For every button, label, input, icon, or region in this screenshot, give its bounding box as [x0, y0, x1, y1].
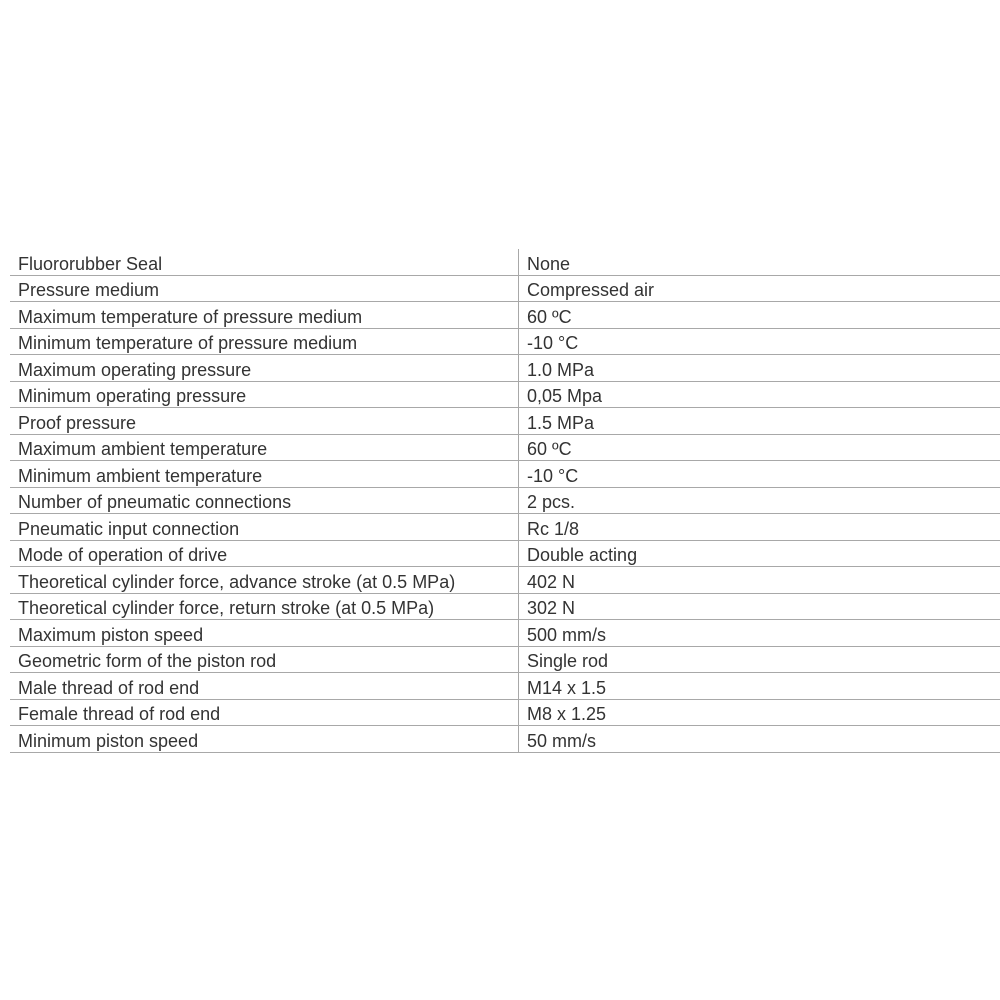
spec-value: Compressed air [519, 275, 1000, 302]
spec-row [10, 355, 1000, 382]
spec-value: -10 °C [519, 328, 1000, 355]
spec-parameter: Pressure medium [10, 275, 519, 302]
spec-value: None [519, 249, 1000, 275]
spec-row [10, 699, 1000, 726]
spec-parameter: Fluororubber Seal [10, 249, 519, 275]
spec-parameter: Number of pneumatic connections [10, 487, 519, 514]
spec-parameter: Maximum operating pressure [10, 355, 519, 382]
spec-row [10, 620, 1000, 647]
spec-row [10, 567, 1000, 594]
spec-row [10, 514, 1000, 541]
spec-parameter: Minimum operating pressure [10, 381, 519, 408]
spec-row [10, 381, 1000, 408]
spec-parameter: Theoretical cylinder force, advance stroke (at 0.5 MPa) [10, 567, 519, 594]
spec-parameter: Minimum piston speed [10, 726, 519, 753]
spec-parameter: Male thread of rod end [10, 673, 519, 700]
spec-row [10, 487, 1000, 514]
spec-value: 302 N [519, 593, 1000, 620]
spec-value: 50 mm/s [519, 726, 1000, 753]
spec-row [10, 275, 1000, 302]
spec-parameter: Geometric form of the piston rod [10, 646, 519, 673]
spec-parameter: Minimum temperature of pressure medium [10, 328, 519, 355]
spec-row [10, 461, 1000, 488]
spec-value: 0,05 Mpa [519, 381, 1000, 408]
spec-row [10, 328, 1000, 355]
spec-parameter: Maximum piston speed [10, 620, 519, 647]
spec-row [10, 302, 1000, 329]
spec-value: 402 N [519, 567, 1000, 594]
spec-value: 2 pcs. [519, 487, 1000, 514]
spec-value: 1.5 MPa [519, 408, 1000, 435]
spec-parameter: Proof pressure [10, 408, 519, 435]
spec-value: M14 x 1.5 [519, 673, 1000, 700]
spec-value: Single rod [519, 646, 1000, 673]
spec-value: -10 °C [519, 461, 1000, 488]
spec-row [10, 408, 1000, 435]
spec-table-body [10, 249, 1000, 752]
spec-parameter: Maximum ambient temperature [10, 434, 519, 461]
spec-row [10, 434, 1000, 461]
spec-value: 60 ºC [519, 434, 1000, 461]
spec-parameter: Theoretical cylinder force, return stroke (at 0.5 MPa) [10, 593, 519, 620]
spec-parameter: Minimum ambient temperature [10, 461, 519, 488]
spec-row [10, 673, 1000, 700]
spec-value: M8 x 1.25 [519, 699, 1000, 726]
spec-value: 60 ºC [519, 302, 1000, 329]
spec-row [10, 646, 1000, 673]
spec-parameter: Pneumatic input connection [10, 514, 519, 541]
spec-row [10, 726, 1000, 753]
spec-row [10, 249, 1000, 275]
spec-row [10, 593, 1000, 620]
spec-row [10, 540, 1000, 567]
spec-value: Rc 1/8 [519, 514, 1000, 541]
spec-value: 500 mm/s [519, 620, 1000, 647]
spec-parameter: Maximum temperature of pressure medium [10, 302, 519, 329]
spec-parameter: Female thread of rod end [10, 699, 519, 726]
spec-value: Double acting [519, 540, 1000, 567]
spec-value: 1.0 MPa [519, 355, 1000, 382]
spec-parameter: Mode of operation of drive [10, 540, 519, 567]
spec-table [10, 249, 1000, 753]
